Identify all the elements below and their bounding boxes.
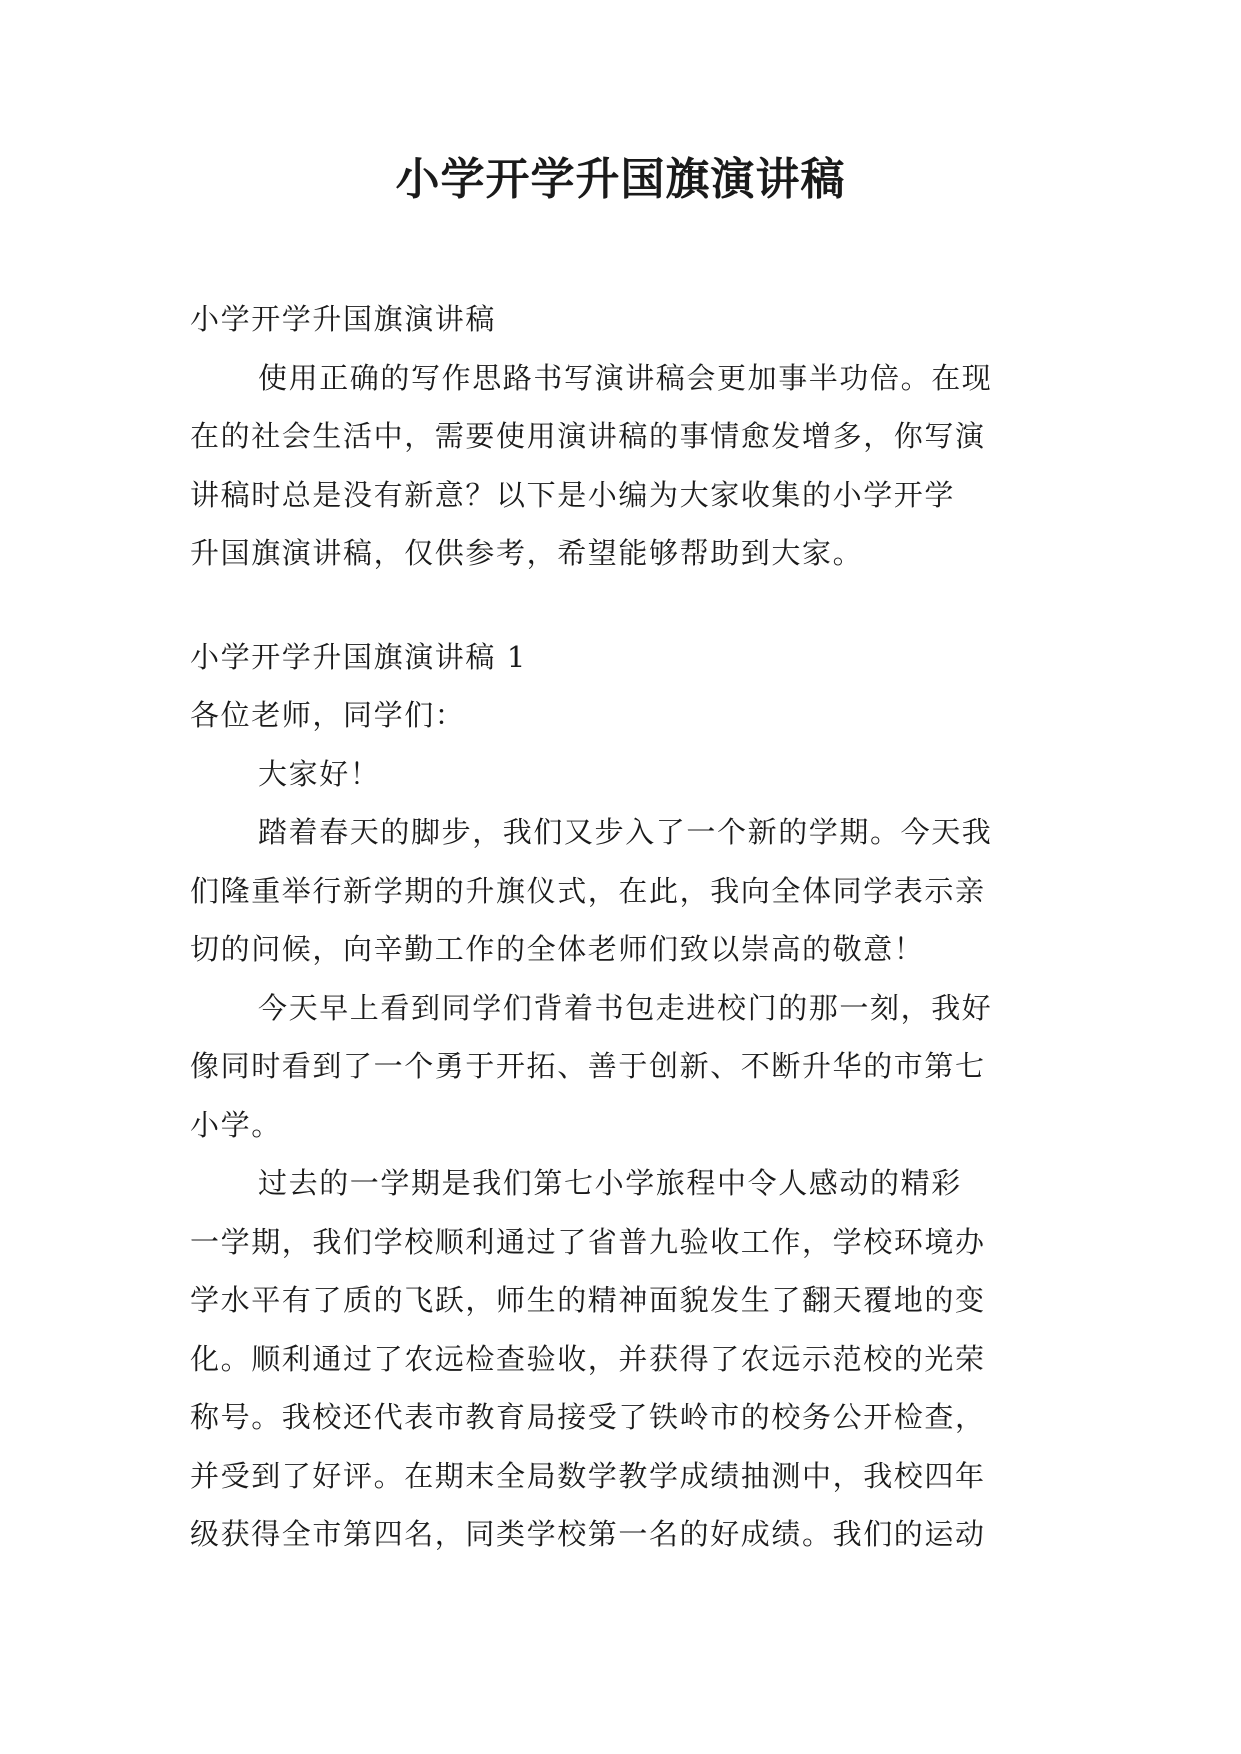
paragraph-line: 过去的一学期是我们第七小学旅程中令人感动的精彩 — [258, 1166, 962, 1200]
paragraph-2 — [190, 979, 1050, 1155]
intro-line: 升国旗演讲稿，仅供参考，希望能够帮助到大家。 — [190, 536, 864, 570]
paragraph-1 — [190, 803, 1050, 979]
paragraph-line: 称号。我校还代表市教育局接受了铁岭市的校务公开检查， — [190, 1400, 986, 1434]
intro-heading: 小学开学升国旗演讲稿 — [190, 302, 497, 336]
paragraph-line: 今天早上看到同学们背着书包走进校门的那一刻，我好 — [258, 990, 993, 1025]
speech-heading: 小学开学升国旗演讲稿 1 — [190, 639, 527, 674]
paragraph-line: 一学期，我们学校顺利通过了省普九验收工作，学校环境办 — [190, 1224, 986, 1259]
paragraph-line: 像同时看到了一个勇于开拓、善于创新、不断升华的市第七 — [190, 1049, 986, 1083]
section-spacer — [190, 583, 1050, 628]
intro-line: 在的社会生活中，需要使用演讲稿的事情愈发增多，你写演 — [190, 419, 986, 453]
paragraph-line: 级获得全市第四名，同类学校第一名的好成绩。我们的运动 — [190, 1517, 986, 1551]
salutation: 各位老师，同学们： — [190, 698, 466, 732]
intro-paragraph — [190, 349, 1050, 583]
intro-line: 讲稿时总是没有新意？以下是小编为大家收集的小学开学 — [190, 477, 956, 512]
paragraph-line: 踏着春天的脚步，我们又步入了一个新的学期。今天我 — [258, 815, 993, 849]
document-body — [190, 290, 1050, 1564]
paragraph-line: 化。顺利通过了农远检查验收，并获得了农远示范校的光荣 — [190, 1341, 986, 1376]
intro-line: 使用正确的写作思路书写演讲稿会更加事半功倍。在现 — [258, 360, 993, 395]
paragraph-line: 小学。 — [190, 1107, 282, 1142]
greeting: 大家好！ — [258, 756, 381, 791]
paragraph-3 — [190, 1154, 1050, 1564]
document-title: 小学开学升国旗演讲稿 — [395, 154, 846, 205]
paragraph-line: 并受到了好评。在期末全局数学教学成绩抽测中，我校四年 — [190, 1458, 986, 1493]
paragraph-line: 学水平有了质的飞跃，师生的精神面貌发生了翻天覆地的变 — [190, 1283, 986, 1317]
paragraph-line: 切的问候，向辛勤工作的全体老师们致以崇高的敬意！ — [190, 932, 925, 966]
paragraph-line: 们隆重举行新学期的升旗仪式，在此，我向全体同学表示亲 — [190, 873, 986, 908]
